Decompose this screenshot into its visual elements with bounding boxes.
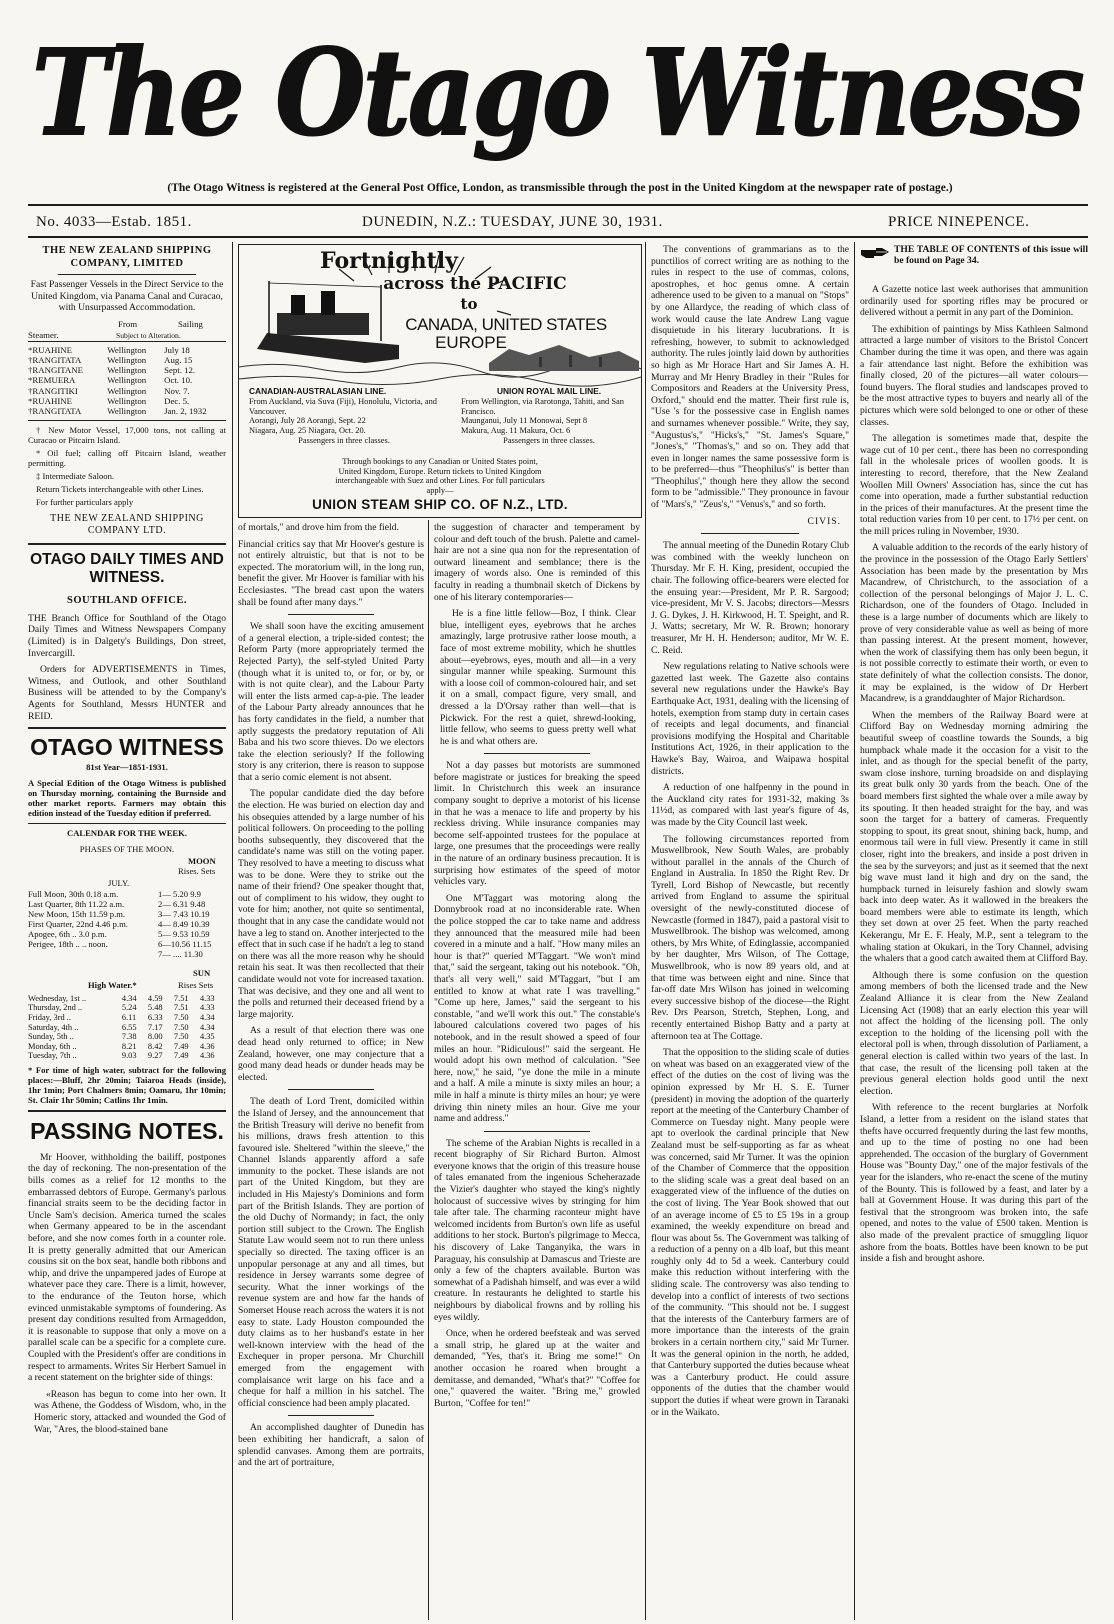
- masthead: [0, 0, 1114, 180]
- sun-rises: 7.50: [173, 1012, 189, 1022]
- passenger-classes: Passengers in three classes.: [298, 435, 390, 445]
- article-paragraph: Not a day passes but motorists are summoned before magistrate or justices for breaking the speed limit. In Christchurch this week an insurance company sought to deprive a motorist of his license in that he was a menace to life and property by his reckless driving. While insurance companies may become self-appointed trustees for the populace at large, one presumes that the proceedings were really in the nature of an ordinary business precaution. It is surprising how estimates of the speed of motor vehicles vary.: [434, 760, 640, 888]
- ship-name: *RUAHINE: [28, 344, 72, 355]
- column-rule: [854, 242, 855, 1620]
- special-edition-note: A Special Edition of the Otago Witness is published on Thursday morning, containing the Burnside and other market reports. Farmers may obtain this edition instead of the Tuesday edition if preferred.: [28, 777, 226, 818]
- southland-paragraph: THE Branch Office for Southland of the Otago Daily Times and Witness Newspapers Company (Limited) is in Dalgety's Buildings, Don street, Invercargill.: [28, 612, 226, 659]
- moon-row: 3— 7.43 10.19: [158, 908, 210, 919]
- article-paragraph: New regulations relating to Native schools were gazetted last week. The Gazette also contains several new regulations under the Hawke's Bay Earthquake Act, 1931, dealing with the licensing of hotels, exemption from stamp duty in certain cases of receipts and legal documents, and financial provisions modifying the Hospital and Charitable Institutions Act, 1926, in their application to the Hawke's Bay, Wairoa, and Waipawa hospital districts.: [651, 661, 849, 777]
- masthead-rule: [28, 204, 1088, 206]
- article-paragraph: Financial critics say that Mr Hoover's gesture is not entirely altruistic, but that is not to be expected. The moratorium will, in the long run, benefit the giver. Mr Hoover is familiar with his Ecclesiastes. "The bread cast upon the waters shall be found after many days.": [238, 538, 424, 608]
- shipping-note: † New Motor Vessel, 17,000 tons, not calling at Curacao or Pitcairn Island.: [28, 425, 226, 446]
- table-row: [28, 1042, 226, 1052]
- column-1: [28, 244, 226, 1620]
- article-paragraph: of mortals," and drove him from the field.: [238, 522, 399, 533]
- masthead-title: [22, 6, 1092, 162]
- day: Thursday, 2nd ..: [28, 1003, 83, 1013]
- port: Wellington: [107, 395, 147, 406]
- port: Wellington: [107, 365, 147, 376]
- high-water-am: 4.34: [121, 993, 137, 1003]
- masthead-title-text: The Otago Witness: [32, 23, 1084, 162]
- sailings-header: [28, 319, 226, 341]
- line-heading: UNION ROYAL MAIL LINE.: [496, 386, 602, 396]
- article-paragraph: A Gazette notice last week authorises that ammunition ordinarily used for sporting rifles may be procured or delivered without a permit in any part of the Dominion.: [860, 284, 1088, 319]
- article-paragraph: The following circumstances reported from Muswellbrook, New South Wales, are probably without parallel in the annals of the Church of England in Australia. In 1850 the Right Rev. Dr Tyrell, Lord Bishop of Newcastle, but recently arrived from England to assume the spiritual oversight of the newly-constituted diocese of Newcastle (formed in 1847), paid a pastoral visit to Muswellbrook. The bishop was welcomed, among others, by Mrs White, of Edinglassie, accompanied by her daughter, Mrs Wilson, of The Cottage, Muswellbrook, who is now 89 years old, and at that time was between eight and nine. Since that far-off date Mrs Wilson has joined in welcoming every successive bishop of the diocese—the Right Rev. Drs Pearson, Stretch, Stephen, Long, and recently entertained Bishop Batty and a party at afternoon tea at The Cottage.: [651, 833, 849, 1042]
- sailing-date: Nov. 7.: [164, 385, 190, 396]
- divider: [288, 614, 374, 615]
- sun-sets: 4.34: [199, 1012, 215, 1022]
- sun-sets: 4.33: [199, 993, 215, 1003]
- moon-phases-heading: PHASES OF THE MOON.: [79, 843, 175, 854]
- day: Friday, 3rd ..: [28, 1012, 71, 1022]
- shipping-note: * Oil fuel; calling off Pitcairn Island, weather permitting.: [28, 448, 226, 469]
- union-royal-mail-line: [461, 387, 637, 446]
- table-of-contents-notice: [860, 244, 1088, 278]
- column-2: [238, 522, 424, 1620]
- high-water-header: High Water.*: [88, 979, 137, 990]
- sailing: Maunganui, July 11 Monowai, Sept 8: [461, 416, 588, 426]
- sailing-date: Dec. 5.: [164, 395, 190, 406]
- high-water-am: 5.24: [121, 1003, 137, 1013]
- moon-row: 4— 8.49 10.39: [158, 918, 210, 929]
- divider: [58, 274, 196, 275]
- article-paragraph: A reduction of one halfpenny in the pound in the Auckland city rates for 1931-32, making 3s 11½d, as compared with last year's figure of 4s, was made by the City Council last week.: [651, 782, 849, 828]
- table-row: [28, 355, 226, 365]
- passenger-classes: Passengers in three classes.: [503, 435, 595, 445]
- high-water-am: 6.11: [121, 1012, 137, 1022]
- signature: CIVIS.: [807, 515, 841, 527]
- otago-witness-heading: OTAGO WITNESS: [30, 734, 224, 761]
- through-bookings: Through bookings to any Canadian or United States point, United Kingdom, Europe. Return tickets to United Kingdom interchangeable with Suez and other Lines. For full particulars apply—: [335, 457, 545, 495]
- advert-company: UNION STEAM SHIP CO. OF N.Z., LTD.: [312, 497, 568, 512]
- sailing-date: Sept. 12.: [164, 365, 196, 376]
- article-paragraph: The scheme of the Arabian Nights is recalled in a recent biography of Sir Richard Burton. Almost everyone knows that the origin of this treasure house of tales emanated from the ingenious Scheherazade the Vizier's daughter who stayed the king's nightly holocaust of successive wives by stringing for him tale after tale. The charming raconteur might have welcomed incidents from Burton's own life as useful additions to her stock. Burton's pilgrimage to Mecca, his discovery of Lake Tanganyika, the wars in Paraguay, his consulship at Damascus and Trieste are only a few of the chapters available. Burton was somewhat of a Padishah himself, and was ever a wild creature. In restaurants he delighted to startle his neighbours by diabolical frowns and by rolling his eyes wildly.: [434, 1137, 640, 1323]
- table-row: [28, 345, 226, 355]
- subject-header: Subject to Alteration.: [116, 330, 181, 340]
- phase-row: Apogee, 6th .. 3.0 p.m.: [28, 928, 107, 939]
- article-paragraph: The allegation is sometimes made that, despite the wage cut of 10 per cent., there has been no corresponding fall in the wholesale prices of woollen goods. It is interesting to record, therefore, that the New Zealand Woollen Mill Owners' Association has, since the cut has come into operation, made a further substantial reduction in the prices of their manufactures. At the present time the total reduction varies from 10 per cent. to 17½ per cent. on the mill prices ruling in November, 1930.: [860, 433, 1088, 537]
- column-rule: [232, 242, 233, 1620]
- sun-sets: 4.33: [199, 1003, 215, 1013]
- divider: [28, 1110, 226, 1112]
- article-quote: «Reason has begun to come into her own. It was Athene, the Goddess of Wisdom, who, in the Homeric story, attacked and wounded the God of War, "Ares, the blood-stained bane: [34, 1388, 226, 1435]
- sun-sets: 4.36: [199, 1041, 215, 1051]
- column-3: [434, 522, 640, 1620]
- registration-note: (The Otago Witness is registered at the General Post Office, London, as transmissible through the post in the United Kingdom at the newspaper rate of postage.): [167, 182, 953, 194]
- article-paragraph: An accomplished daughter of Dunedin has been exhibiting her handicraft, a salon of splendid canvases. Among them are portraits, and the art of portraiture,: [238, 1422, 424, 1469]
- pointing-hand-icon: [860, 246, 890, 260]
- moon-row: 6—10.56 11.15: [158, 938, 212, 949]
- divider: [484, 1131, 590, 1132]
- union-steam-ship-advert: [238, 244, 642, 518]
- day: Tuesday, 7th ..: [28, 1051, 77, 1061]
- article-quote: He is a fine little fellow—Boz, I think. Clear blue, intelligent eyes, eyebrows that he arches amazingly, large protrusive rather loose mouth, a face of most extreme mobility, which he shuttles about—eyebrows, eyes, mouth and all—in a very singular manner while speaking. Surmount this with a loose coil of common-coloured hair, and set it on a small, compact figure, very small, and dressed a la D'Orsay rather than well—that is Pickwick. For the rest a quiet, shrewd-looking, little fellow, who seems to guess pretty well what he is and what others are.: [440, 608, 636, 747]
- column-rule: [645, 242, 646, 1620]
- high-water-pm: 8.00: [147, 1032, 163, 1042]
- sailing-date: Aug. 15: [164, 354, 193, 365]
- otago-witness-year: 81st Year—1851-1931.: [86, 762, 168, 773]
- divider: [28, 727, 226, 729]
- dateline-rule: [28, 236, 1088, 238]
- table-row: [28, 1032, 226, 1042]
- high-water-pm: 9.27: [147, 1051, 163, 1061]
- port: Wellington: [107, 344, 147, 355]
- port: Wellington: [107, 375, 147, 386]
- sailing: Makura, Aug. 11 Makura, Oct. 6: [461, 426, 571, 436]
- article-paragraph: When the members of the Railway Board were at Clifford Bay on Wednesday morning admiring the beautiful sweep of coastline towards the Sounds, a big humpback whale made it the occasion for a visit to the inlet, and as though for the special benefit of the party, swam close inshore, turning broadside on and displaying its great bulk only 30 yards from the beach. One of the board members first sighted the whale over a mile away by its spouting. It then headed straight for the bay, and was soon the target for a battery of cameras. Frequently stopping to spout, its great snout, shining back, hump, and enormous tail were in full view. Presently it came in still closer, right into the breakers, and inside a post driven in the sea by the surveyors; and just as it seemed that the next big wave must land it high and dry on the sand, the humpback turned in leisurely fashion and slowly swam back into deep water. As it wallowed in the breakers the board members were able to estimate its length, which they set down at over 25 feet. When the party reached Kekerangu, Mr E. F. Healy, M.P., sent a telegram to the whaling station at Okukari, in the Tory Channel, advising the whalers that a good catch awaited them at Clifford Bay.: [860, 709, 1088, 965]
- ship-name: *REMUERA: [28, 375, 76, 386]
- shipping-notes: [28, 425, 226, 507]
- high-water-am: 9.03: [121, 1051, 137, 1061]
- high-water-pm: 8.42: [147, 1041, 163, 1051]
- moon-row: 2— 6.31 9.48: [158, 898, 206, 909]
- route: From Auckland, via Suva (Fiji), Honolulu, Victoria, and Vancouver.: [249, 396, 437, 416]
- issue-date: DUNEDIN, N.Z.: TUESDAY, JUNE 30, 1931.: [362, 214, 663, 230]
- sun-rises: 7.50: [173, 1032, 189, 1042]
- article-paragraph: That the opposition to the sliding scale of duties on wheat was based on an exaggerated view of the effect of the duties on the cost of living was the opinion expressed by Mr H. S. E. Turner (president) in moving the adoption of the quarterly report at the meeting of the Canterbury Chamber of Commerce on Tuesday night. Many people were apt to overlook the cardinal principle that New Zealand must be self-supporting as far as wheat was concerned, said Mr Turner. It was the opinion of the Chamber of Commerce that the opposition to the sliding scale was a great deal based on an exaggerated view of the influence of the duties on the cost of living. The Year Book showed that out of an average income of £5 to £5 19s in a group examined, the weekly expenditure on bread and flour was about 5s. The Government was talking of a reduction of a penny on a 4lb loaf, but this meant roughly only 4d to 5d a week. Canterbury could make this reduction without interfering with the sliding scale. The controversy was also tending to develop into a conflict of interests of two sections of the community. "This should not be. I suggest that the interests of the Canterbury farmers are of more importance than the interests of the grain brokers in a certain northern city," said Mr Turner. It was the general opinion in the north, he added, that Canterbury supported the duties because wheat was a Canterbury product. He could assure opponents of the duties that the chamber would support the duties if wheat were grown in Taranaki or in the Waikato.: [651, 1047, 849, 1418]
- sailings-table: [28, 345, 226, 416]
- port: Wellington: [107, 354, 147, 365]
- column-rule: [428, 520, 429, 1620]
- divider: [28, 420, 226, 421]
- moon-row: 5— 9.53 10.59: [158, 928, 210, 939]
- high-water-am: 7.38: [121, 1032, 137, 1042]
- day: Saturday, 4th ..: [28, 1022, 79, 1032]
- high-water-pm: 5.48: [147, 1003, 163, 1013]
- ship-name: †RANGITATA: [28, 406, 82, 416]
- issue-price: PRICE NINEPENCE.: [888, 214, 1030, 230]
- column-4: [651, 244, 849, 1620]
- phase-row: New Moon, 15th 11.59 p.m.: [28, 908, 126, 919]
- divider: [28, 543, 226, 545]
- issue-number: No. 4033—Estab. 1851.: [36, 214, 192, 230]
- advert-destinations: CANADA, UNITED STATES: [405, 315, 607, 334]
- sun-rises: 7.51: [173, 1003, 189, 1013]
- sailing-header: Sailing: [178, 318, 203, 329]
- phase-row: Full Moon, 30th 0.18 a.m.: [28, 888, 119, 899]
- ship-name: †RANGITIKI: [28, 385, 78, 396]
- high-water-am: 8.21: [121, 1041, 137, 1051]
- sailing: Aorangi, July 28 Aorangi, Sept. 22: [249, 416, 366, 426]
- day: Monday, 6th ..: [28, 1041, 77, 1051]
- southland-paragraph: Orders for ADVERTISEMENTS in Times, Witness, and Outlook, and other Southland Business will be attended to by the Company's Agents for Southland, Messrs HUNTER and REID.: [28, 664, 226, 722]
- column-5: [860, 244, 1088, 1620]
- article-paragraph: The conventions of grammarians as to the punctilios of correct writing are as nothing to the rules in respect to the use of commas, colons, apostrophes, et hoc genus omne. A certain adherence used to be given to a manual on "Stops" by one Allardyce, the reading of which class of work would cause the late Andrew Lang vague disquietude in his literary lucubrations. It is refreshing, however, to submit to acknowledged authority. The rules jointly laid down by authorities so high as Mr Horace Hart and Sir James A. H. Murray and Mr Henry Bradley in their "Rules for Compositors and Readers at the University Press, Oxford," should end the matter. Their first rule is, "Use 's for the possessive case in English names and surnames whenever possible." Write, they say, "Augustus's," "Hicks's," "St. James's Square," "Jones's," "Thomas's," and so on. They add that even in longer names the same possessive form is to be preferred—thus "Theophilus's" is better than "Theophilus'," though here they allow the second form to be "admissible." They pronounce in favour of "Mars's," "Zeus's," "Venus's," and so forth.: [651, 244, 849, 511]
- table-row: [28, 386, 226, 396]
- moon-subheader: Rises. Sets: [178, 865, 216, 876]
- sailing-date: Jan. 2, 1932: [164, 406, 207, 416]
- moon-row: 7— .... 11.30: [158, 948, 203, 959]
- port: Wellington: [107, 385, 147, 396]
- divider: [288, 1089, 374, 1090]
- advert-line: to: [460, 295, 478, 313]
- high-water-pm: 6.33: [147, 1012, 163, 1022]
- sailing-date: Oct. 10.: [164, 375, 193, 386]
- article-paragraph: The popular candidate died the day before the election. He was buried on election day and his obsequies attended by a large number of his political followers. On proceeding to the polling booths subsequently, they discovered that the candidate's name was still on the voting paper. They resolved to have a meeting to discuss what was to be done. Were they to strike out the name of their friend? One speaker thought that, out of compliment to his widow, they ought to vote for him; another, not quite so sentimental, thought that in any case the candidate would not have a leg to stand on. Another interjected to the effect that in such case if he hadn't a leg to stand on there was all the more reason why he should retain his seat. It was then recollected that their candidate would not vote for increased taxation. That was decisive, and they one and all went to the polls and returned their deceased friend by a large majority.: [238, 788, 424, 1020]
- article-paragraph: The death of Lord Trent, domiciled within the Island of Jersey, and the announcement that the British Treasury will derive no benefit from his millions, draws fresh attention to this favoured isle. Sheltered "within the sleeve," the Channel Islands apparently afford a safe immunity to the pocket. These islands are not part of the United Kingdom, but they are included in His Majesty's Dominions and form part of the British Islands. They are portion of the old Duchy of Normandy; in fact, the only portion still subject to the Crown. The English Statute Law would seem not to run there unless specially so directed. The taxing officer is an unpopular personage at any and all times, but residence in Jersey warrants some degree of security. What the inner workings of the revenue system are and how far the hands of Somerset House reach across the waters it is not easy to state. Lady Houston compounded the duty claims as to her husband's estate in her well-known interview with the head of the Exchequer in proper persona. Mr Churchill emerged from the engagement with complaisance writ large on his face and a cheque for half a million in his satchel. The official conscience had been amply placated.: [238, 1096, 424, 1409]
- high-water-pm: 4.59: [147, 993, 163, 1003]
- from-header: From: [118, 318, 138, 329]
- article-paragraph: A valuable addition to the records of the early history of the province in the possession of the Otago Early Settlers' Association has been made by the presentation by Mrs Macandrew, of Christchurch, to the association of a collection of the personal belongings of Major J. L. C. Richardson, one of the founders of Otago. Included in these is a large number of documents which are likely to prove of very considerable value as well as being of more than passing interest. At the present moment, however, when the work of classifying them has only been begun, it is not possible correctly to estimate their worth, or even to state definitely of what the collection consists. The donor, it may be explained, is the widow of Dr Herbert Macandrew, is a granddaughter of Major Richardson.: [860, 542, 1088, 705]
- month-label: JULY.: [108, 877, 130, 888]
- shipping-note: Return Tickets interchangeable with other Lines.: [36, 484, 204, 495]
- sun-rises: 7.49: [173, 1051, 189, 1061]
- ship-name: †RANGITATA: [28, 354, 82, 365]
- passing-notes-heading: PASSING NOTES.: [30, 1117, 224, 1144]
- ship-name: †RANGITANE: [28, 365, 84, 376]
- advert-line: across the PACIFIC: [383, 274, 567, 294]
- article-paragraph: As a result of that election there was one dead head only returned to office; in New Zealand, however, one may conjecture that a good many dead heads or dunder heads may be elected.: [238, 1025, 424, 1083]
- odt-heading: OTAGO DAILY TIMES AND WITNESS.: [30, 551, 224, 587]
- table-row: [28, 396, 226, 406]
- shipping-company-footer: THE NEW ZEALAND SHIPPING COMPANY LTD.: [50, 513, 204, 537]
- sun-subheader: Rises Sets: [178, 979, 214, 990]
- article-paragraph: The annual meeting of the Dunedin Rotary Club was combined with the weekly luncheon on Thursday. Mr F. H. King, president, occupied the chair. The following office-bearers were elected for the ensuing year:—President, Mr P. R. Sargood; vice-president, Mr V. S. Jacobs; directors—Messrs J. G. Dykes, J. H. Kirkwood, H. T. Speight, and R. J. Watts; secretary, Mr W. R. Brown; honorary treasurer, Mr H. H. Henderson; auditor, Mr W. E. C. Reid.: [651, 540, 849, 656]
- high-water-footnote: * For time of high water, subtract for the following places:—Bluff, 2hr 20min; Taiaroa Heads (inside), 1hr 1min; Port Chalmers 8min; Oamaru, 1hr 10min; St. Clair 1hr 50min; Catlins 1hr 1min.: [28, 1064, 226, 1105]
- port: Wellington: [107, 406, 147, 416]
- divider: [28, 823, 226, 824]
- phase-list: [28, 889, 150, 949]
- sun-sets: 4.36: [199, 1051, 215, 1061]
- divider: [484, 753, 590, 754]
- table-row: [28, 365, 226, 375]
- phase-row: Last Quarter, 8th 11.22 a.m.: [28, 898, 125, 909]
- article-paragraph: Mr Hoover, withholding the bailiff, postpones the day of reckoning. The non-presentation of the bills comes as a relief for 12 months to the embarrassed debtors of Europe. Germany's parlous financial straits seem to be the deciding factor in Uncle Sam's decision. America turned the scales when Germany appeared to be in the ascendant before, and she now comes forth in a counter role. It is pretty generally admitted that our American cousins sit on the box seat, handle both ribbons and whip, and drive the unpampered jades of Europe at whatever pace they care. There is a limit, however, to the endurance of the Teuton horse, which evinced unmistakable symptoms of foundering. As present day conditions resulted from Armageddon, it is reasonable to suppose that only a move on a parallel scale can be a specific for a complete cure. Coupled with the President's offer are conditions in respect to armaments. Writes Sir Herbert Samuel in a recent statement on the brighter side of things:: [28, 1151, 226, 1384]
- phase-row: Perigee, 18th .. .. noon.: [28, 938, 108, 949]
- phase-row: First Quarter, 22nd 4.46 p.m.: [28, 918, 128, 929]
- table-of-contents-text: THE TABLE OF CONTENTS of this issue will be found on Page 34.: [894, 244, 1088, 266]
- shipping-intro: Fast Passenger Vessels in the Direct Service to the United Kingdom, via Panama Canal and Curacao, with Unsurpassed Accommodation.: [30, 279, 224, 314]
- sun-header: SUN: [193, 967, 211, 978]
- route: From Wellington, via Rarotonga, Tahiti, and San Francisco.: [461, 396, 624, 416]
- sun-sets: 4.34: [199, 1022, 215, 1032]
- day: Wednesday, 1st ..: [28, 993, 87, 1003]
- divider: [288, 1415, 374, 1416]
- canadian-australasian-line: [249, 387, 439, 446]
- table-row: [28, 1051, 226, 1061]
- article-paragraph: We shall soon have the exciting amusement of a general election, a triple-sided contest; the Reform Party (more appropriately termed the Rejected Party), the self-styled United Party (though what it is united to, or for, or by, or with is not quite clear), and the Labour Party will enter the lists armed cap-a-pie. The leader of the Labour Party already announces that he has forty candidates in the field, a number that aptly suggests the predatory reputation of Ali Baba and his two score thieves. Do we electors take the election seriously? If the following story is any criterion, there is reason to suppose that a serio comic element is not absent.: [238, 621, 424, 783]
- moon-table: [28, 856, 226, 1032]
- advert-headline: Fortnightly: [320, 248, 458, 274]
- article-paragraph: The exhibition of paintings by Miss Kathleen Salmond attracted a large number of visitors to the Bristol Concert Chamber during the time it was open, and there was again a fair attendance last night. Before the exhibition was finally closed, 20 of the pictures—all water colours—found buyers. The floral studies and landscapes proved to be the most attractive types to buyers and nearly all of the pictures which were sold belonged to one or other of these classes.: [860, 323, 1088, 428]
- line-heading: CANADIAN-AUSTRALASIAN LINE.: [249, 386, 387, 396]
- high-water-pm: 7.17: [147, 1022, 163, 1032]
- advert-destinations: EUROPE: [435, 333, 507, 352]
- article-paragraph: With reference to the recent burglaries at Norfolk Island, a letter from a resident on the island states that thefts have occurred frequently during the last few months, and up to the time of posting no one had been apprehended. The occasion of the burglary of Government House was "Bounty Day," one of the major festivals of the year for the islanders, who re-enact the scene of the mutiny of the Bounty. This is followed by a feast, and later by a ball at Government House. It was during this part of the festival that the strongroom was broken into, the safe opened, and notes to the value of £500 taken. Mention is also made of the prevalent practice of smuggling liquor ashore from the boats. Bottles have been known to be put inside a fish and brought ashore.: [860, 1102, 1088, 1265]
- sun-rises: 7.50: [173, 1022, 189, 1032]
- shipping-note: For further particulars apply: [36, 497, 134, 508]
- steamer-header: Steamer.: [28, 329, 59, 340]
- article-paragraph: One M'Taggart was motoring along the Donnybrook road at no inconsiderable rate. When the police stopped the car to take name and address they announced that the measured mile had been covered in a minute and a half. "How many miles an hour is that?" queried M'Taggart. "We won't mind that," said the sergeant, taking out his notebook. "Oh, that's all very well," said M'Taggart, "but I am entitled to know at what rate I was travelling." "Come up here, James," said the sergeant to his constable, "and we'll work this out." The constable's laboured calculations covered two pages of his notebook, and in the result showed a speed of four miles an hour. "Ridiculous!" said the sergeant. He would adopt his own method of calculation. "See here, now," he said, "ye done the mile in a minute and a half. A mile a minute is sixty miles an hour; a mile in half a minute is thirty miles an hour; ye were driving thin ninety miles an hour. Give me your name and address.": [434, 892, 640, 1125]
- moon-header: MOON: [188, 855, 216, 866]
- article-paragraph: Although there is some confusion on the question among members of both the licensed trade and the New Zealand Alliance it is clear from the New Zealand Licensing Act (1908) that an early election this year will not affect the holding of the licensing poll. The only exception to the holding of the licensing poll with the electoral poll is when, through dissolution of Parliament, a general election is called within two years of the last. In that case, the result of the licensing poll taken at the previous general election holds good until the next election.: [860, 969, 1088, 1097]
- table-row: [28, 375, 226, 385]
- dateline: [30, 214, 1090, 236]
- moon-rise-set-list: [158, 889, 226, 959]
- divider: [701, 533, 799, 534]
- sun-rises: 7.49: [173, 1041, 189, 1051]
- ship-name: *RUAHINE: [28, 395, 72, 406]
- shipping-note: ‡ Intermediate Saloon.: [36, 471, 115, 482]
- sailing-date: July 18: [164, 344, 190, 355]
- shipping-heading: THE NEW ZEALAND SHIPPING COMPANY, LIMITED: [42, 245, 212, 269]
- high-water-am: 6.55: [121, 1022, 137, 1032]
- table-row: [28, 406, 226, 416]
- southland-heading: SOUTHLAND OFFICE.: [67, 595, 187, 607]
- article-paragraph: Once, when he ordered beefsteak and was served a small strip, he glared up at the waiter and demanded, "Yes, that's it. Bring me some!" On another occasion he roared when brought a demitasse, and demanded, "What's that?" "Coffee for one," quavered the waiter. "Bring me," growled Burton, "Coffee for ten!": [434, 1328, 640, 1409]
- sun-rises: 7.51: [173, 993, 189, 1003]
- moon-row: 1— 5.20 9.9: [158, 888, 201, 899]
- calendar-heading: CALENDAR FOR THE WEEK.: [66, 827, 187, 838]
- day: Sunday, 5th ..: [28, 1032, 74, 1042]
- sun-sets: 4.35: [199, 1032, 215, 1042]
- article-paragraph: the suggestion of character and temperament by colour and deft touch of the brush. Palette and camel-hair are not a sine qua non for the representation of outward lineament and semblance; there is the imagery of words also. One is reminded of this faculty in reading a thumbnail sketch of Dickens by one of his literary contemporaries—: [434, 522, 640, 603]
- sailing: Niagara, Aug. 25 Niagara, Oct. 20.: [249, 426, 366, 436]
